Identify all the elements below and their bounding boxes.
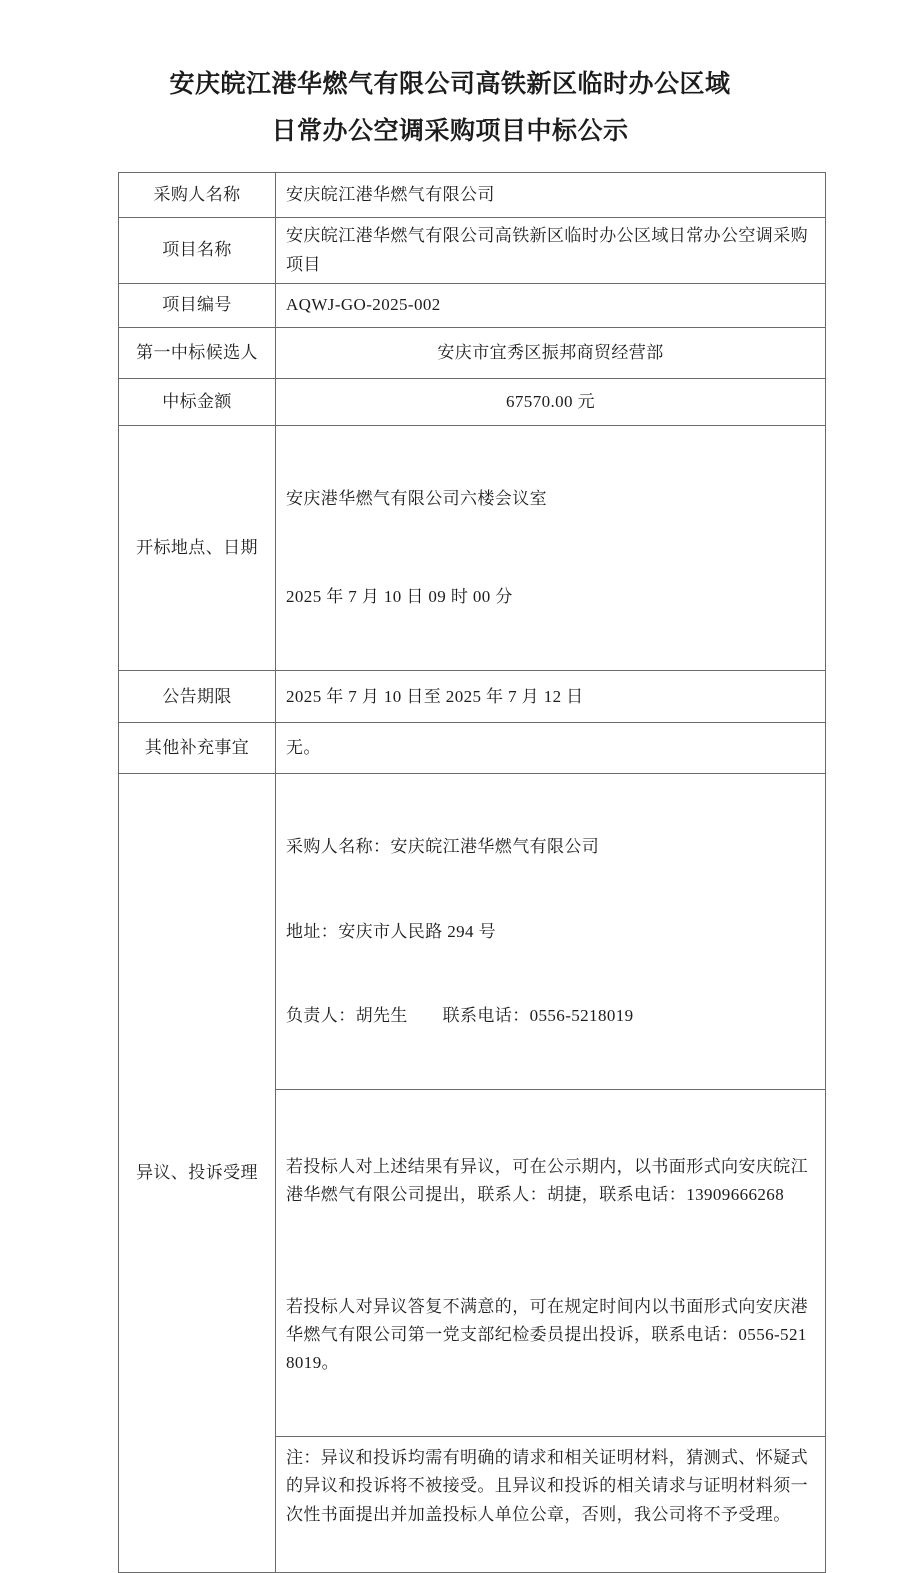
row-label-notice-period: 公告期限 bbox=[119, 671, 276, 723]
table-row-notice-period bbox=[119, 671, 826, 723]
row-value-other-matters: 无。 bbox=[276, 723, 826, 774]
title-line-1: 安庆皖江港华燃气有限公司高铁新区临时办公区域 bbox=[169, 71, 731, 98]
title-line-2: 日常办公空调采购项目中标公示 bbox=[271, 118, 629, 145]
row-label-purchaser: 采购人名称 bbox=[119, 173, 276, 218]
objection-address: 地址：安庆市人民路 294 号 bbox=[286, 921, 496, 941]
objection-note-cell: 注：异议和投诉均需有明确的请求和相关证明材料，猜测式、怀疑式的异议和投诉将不被接受。且异议和投诉的相关请求与证明材料须一次性书面提出并加盖投标人单位公章，否则，我公司将不予受理。 bbox=[276, 1437, 826, 1573]
row-value-purchaser: 安庆皖江港华燃气有限公司 bbox=[276, 173, 826, 218]
announcement-table bbox=[118, 172, 826, 1573]
objection-paragraph-2: 若投标人对异议答复不满意的，可在规定时间内以书面形式向安庆港华燃气有限公司第一党支部纪检委员提出投诉，联系电话：0556-5218019。 bbox=[286, 1297, 808, 1373]
row-value-award-amount: 67570.00 元 bbox=[276, 379, 826, 426]
row-label-project-name: 项目名称 bbox=[119, 218, 276, 284]
row-value-notice-period: 2025 年 7 月 10 日至 2025 年 7 月 12 日 bbox=[276, 671, 826, 723]
table-row-purchaser bbox=[119, 173, 826, 218]
table-row-bid-opening bbox=[119, 426, 826, 671]
row-value-project-number: AQWJ-GO-2025-002 bbox=[276, 284, 826, 328]
table-row-other-matters bbox=[119, 723, 826, 774]
row-value-bid-opening bbox=[276, 426, 826, 671]
bid-opening-datetime: 2025 年 7 月 10 日 09 时 00 分 bbox=[286, 587, 513, 607]
objection-procedure-cell bbox=[276, 1089, 826, 1437]
objection-contact-person: 负责人：胡先生 联系电话：0556-5218019 bbox=[286, 1005, 634, 1025]
objection-paragraph-1: 若投标人对上述结果有异议，可在公示期内，以书面形式向安庆皖江港华燃气有限公司提出，联系人：胡捷，联系电话：13909666268 bbox=[286, 1156, 808, 1205]
row-label-other-matters: 其他补充事宜 bbox=[119, 723, 276, 774]
row-label-award-amount: 中标金额 bbox=[119, 379, 276, 426]
row-label-first-candidate: 第一中标候选人 bbox=[119, 328, 276, 379]
row-value-first-candidate: 安庆市宜秀区振邦商贸经营部 bbox=[276, 328, 826, 379]
row-label-bid-opening: 开标地点、日期 bbox=[119, 426, 276, 671]
row-label-objection: 异议、投诉受理 bbox=[119, 774, 276, 1573]
row-value-project-name: 安庆皖江港华燃气有限公司高铁新区临时办公区域日常办公空调采购项目 bbox=[276, 218, 826, 284]
bid-opening-place: 安庆港华燃气有限公司六楼会议室 bbox=[286, 489, 547, 509]
table-row-project-name bbox=[119, 218, 826, 284]
table-row-objection-contact bbox=[119, 774, 826, 1090]
row-label-project-number: 项目编号 bbox=[119, 284, 276, 328]
objection-contact-cell bbox=[276, 774, 826, 1090]
table-row-project-number bbox=[119, 284, 826, 328]
document-title bbox=[0, 0, 900, 147]
objection-purchaser-name: 采购人名称：安庆皖江港华燃气有限公司 bbox=[286, 837, 600, 857]
table-row-first-candidate bbox=[119, 328, 826, 379]
table-row-award-amount bbox=[119, 379, 826, 426]
